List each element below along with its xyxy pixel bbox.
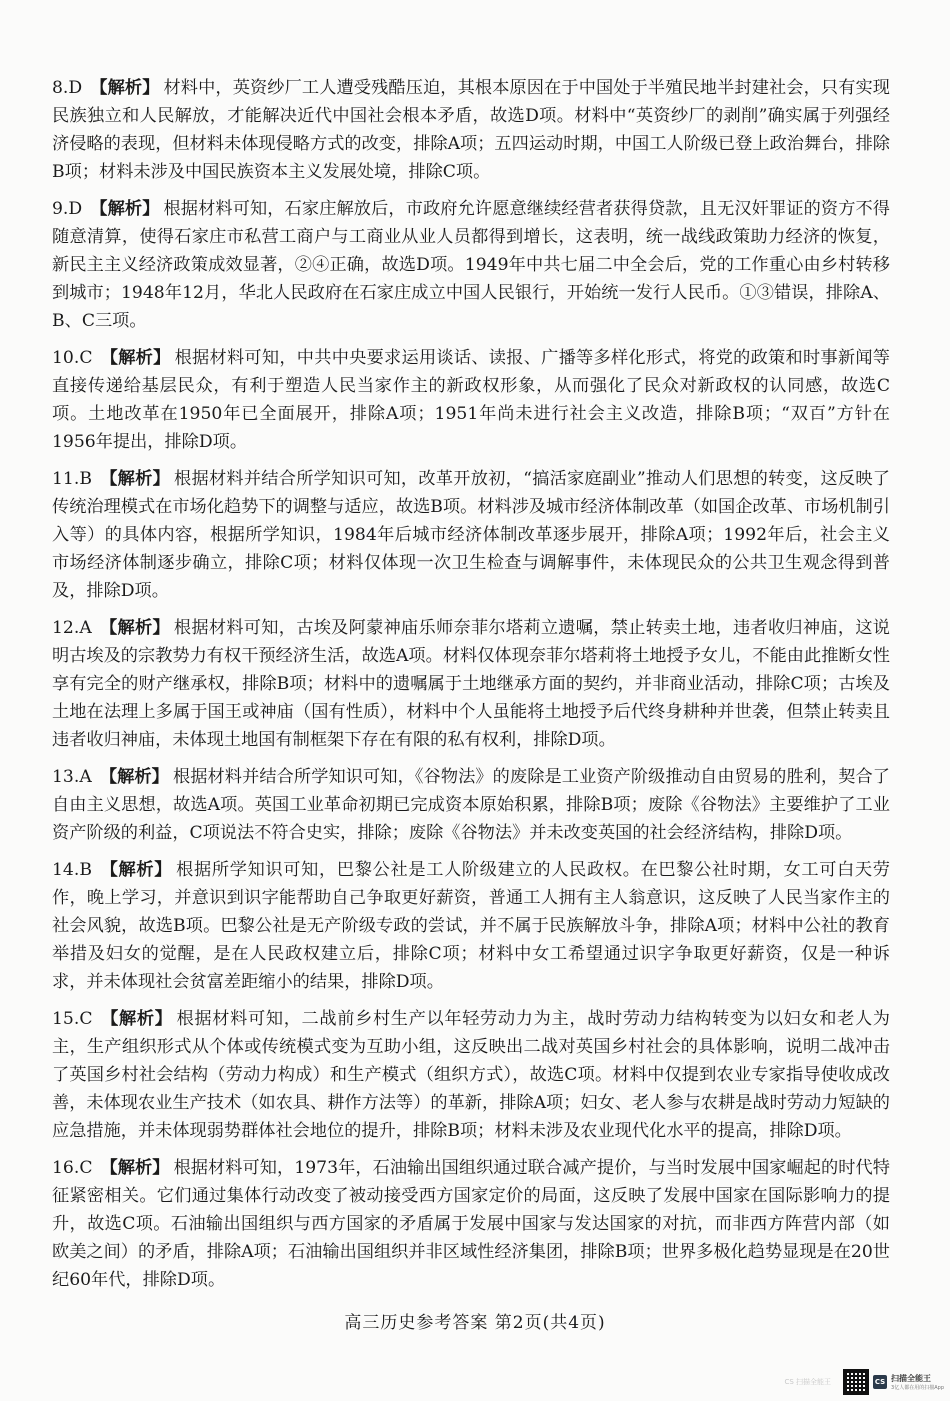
analysis-tag: 【解析】 (99, 469, 171, 489)
answer-item-14 (52, 856, 890, 996)
answer-text: 材料中，英资纱厂工人遭受残酷压迫，其根本原因在于中国处于半殖民地半封建社会，只有实现民族独立和人民解放，才能解决近代中国社会根本矛盾，故选D项。材料中“英资纱厂的剥削”确实属于列强经济侵略的表现，但材料未体现侵略方式的改变，排除A项；五四运动时期，中国工人阶级已登上政治舞台，排除B项；材料未涉及中国民族资本主义发展处境，排除C项。 (52, 78, 890, 182)
answer-number: 16.C (52, 1158, 93, 1178)
answer-number: 12.A (52, 618, 92, 638)
answer-text: 根据材料可知，古埃及阿蒙神庙乐师奈菲尔塔莉立遗嘱，禁止转卖土地，违者收归神庙，这说明古埃及的宗教势力有权干预经济生活，故选A项。材料仅体现奈菲尔塔莉将土地授予女儿，不能由此推断女性享有完全的财产继承权，排除B项；材料中的遗嘱属于土地继承方面的契约，并非商业活动，排除C项；古埃及土地在法理上多属于国王或神庙（国有性质），材料中个人虽能将土地授予后代终身耕种并世袭，但禁止转卖且违者收归神庙，未体现土地国有制框架下存在有限的私有权利，排除D项。 (52, 618, 890, 750)
answer-item-13 (52, 763, 890, 847)
answer-number: 13.A (52, 767, 92, 787)
watermark-subtitle: 3亿人都在用的扫描App (891, 1385, 944, 1391)
answer-number: 11.B (52, 469, 92, 489)
answer-text: 根据材料可知，1973年，石油输出国组织通过联合减产提价，与当时发展中国家崛起的时代特征紧密相关。它们通过集体行动改变了被动接受西方国家定价的局面，这反映了发展中国家在国际影响力的提升，故选C项。石油输出国组织与西方国家的矛盾属于发展中国家与发达国家的对抗，而非西方阵营内部（如欧美之间）的矛盾，排除A项；石油输出国组织并非区域性经济集团，排除B项；世界多极化趋势显现是在20世纪60年代，排除D项。 (52, 1158, 890, 1290)
answer-number: 15.C (52, 1009, 93, 1029)
qr-code-icon (843, 1369, 869, 1395)
analysis-tag: 【解析】 (90, 78, 160, 98)
answer-item-10 (52, 344, 890, 456)
answer-item-12 (52, 614, 890, 754)
answer-item-15 (52, 1005, 890, 1145)
camscanner-logo-icon: CS (873, 1375, 887, 1389)
watermark-title: 扫描全能王 (891, 1374, 932, 1383)
analysis-tag: 【解析】 (100, 348, 171, 368)
analysis-tag: 【解析】 (90, 199, 160, 219)
answer-item-9 (52, 195, 890, 335)
analysis-tag: 【解析】 (99, 860, 173, 880)
answer-number: 10.C (52, 348, 93, 368)
answer-number: 8.D (52, 78, 83, 98)
faint-watermark-text: CS 扫描全能王 (784, 1378, 832, 1386)
answer-number: 9.D (52, 199, 83, 219)
watermark-text-block (891, 1373, 944, 1391)
answer-text: 根据所学知识可知，巴黎公社是工人阶级建立的人民政权。在巴黎公社时期，女工可白天劳作，晚上学习，并意识到识字能帮助自己争取更好薪资，普通工人拥有主人翁意识，这反映了人民当家作主的社会风貌，故选B项。巴黎公社是无产阶级专政的尝试，并不属于民族解放斗争，排除A项；材料中公社的教育举措及妇女的觉醒，是在人民政权建立后，排除C项；材料中女工希望通过识字争取更好薪资，仅是一种诉求，并未体现社会贫富差距缩小的结果，排除D项。 (52, 860, 890, 992)
answer-item-8 (52, 74, 890, 186)
answer-text: 根据材料并结合所学知识可知，《谷物法》的废除是工业资产阶级推动自由贸易的胜利，契合了自由主义思想，故选A项。英国工业革命初期已完成资本原始积累，排除B项；废除《谷物法》主要维护了工业资产阶级的利益，C项说法不符合史实，排除；废除《谷物法》并未改变英国的社会经济结构，排除D项。 (52, 767, 890, 843)
analysis-tag: 【解析】 (100, 1009, 173, 1029)
analysis-tag: 【解析】 (99, 618, 170, 638)
analysis-tag: 【解析】 (99, 767, 169, 787)
answer-item-16 (52, 1154, 890, 1294)
scanner-watermark (784, 1369, 944, 1395)
answer-text: 根据材料并结合所学知识可知，改革开放初，“搞活家庭副业”推动人们思想的转变，这反映了传统治理模式在市场化趋势下的调整与适应，故选B项。材料涉及城市经济体制改革（如国企改革、市场机制引入等）的具体内容，根据所学知识，1984年后城市经济体制改革逐步展开，排除A项；1992年后，社会主义市场经济体制逐步确立，排除C项；材料仅体现一次卫生检查与调解事件，未体现民众的公共卫生观念得到普及，排除D项。 (52, 469, 890, 601)
answer-text: 根据材料可知，石家庄解放后，市政府允许愿意继续经营者获得贷款，且无汉奸罪证的资方不得随意清算，使得石家庄市私营工商户与工商业从业人员都得到增长，这表明，统一战线政策助力经济的恢复，新民主主义经济政策成效显著，②④正确，故选D项。1949年中共七届二中全会后，党的工作重心由乡村转移到城市；1948年12月，华北人民政府在石家庄成立中国人民银行，开始统一发行人民币。①③错误，排除A、B、C三项。 (52, 199, 890, 331)
answer-item-11 (52, 465, 890, 605)
analysis-tag: 【解析】 (100, 1158, 170, 1178)
answer-number: 14.B (52, 860, 92, 880)
page-footer: 高三历史参考答案 第2页(共4页) (344, 1313, 606, 1333)
answer-list (52, 74, 890, 1303)
answer-text: 根据材料可知，中共中央要求运用谈话、读报、广播等多样化形式，将党的政策和时事新闻等直接传递给基层民众，有利于塑造人民当家作主的新政权形象，从而强化了民众对新政权的认同感，故选C项。土地改革在1950年已全面展开，排除A项；1951年尚未进行社会主义改造，排除B项；“双百”方针在1956年提出，排除D项。 (52, 348, 890, 452)
answer-text: 根据材料可知，二战前乡村生产以年轻劳动力为主，战时劳动力结构转变为以妇女和老人为主，生产组织形式从个体或传统模式变为互助小组，这反映出二战对英国乡村社会的具体影响，说明二战冲击了英国乡村社会结构（劳动力构成）和生产模式（组织方式），故选C项。材料中仅提到农业专家指导使收成改善，未体现农业生产技术（如农具、耕作方法等）的革新，排除A项；妇女、老人参与农耕是战时劳动力短缺的应急措施，并未体现弱势群体社会地位的提升，排除B项；材料未涉及农业现代化水平的提高，排除D项。 (52, 1009, 890, 1141)
